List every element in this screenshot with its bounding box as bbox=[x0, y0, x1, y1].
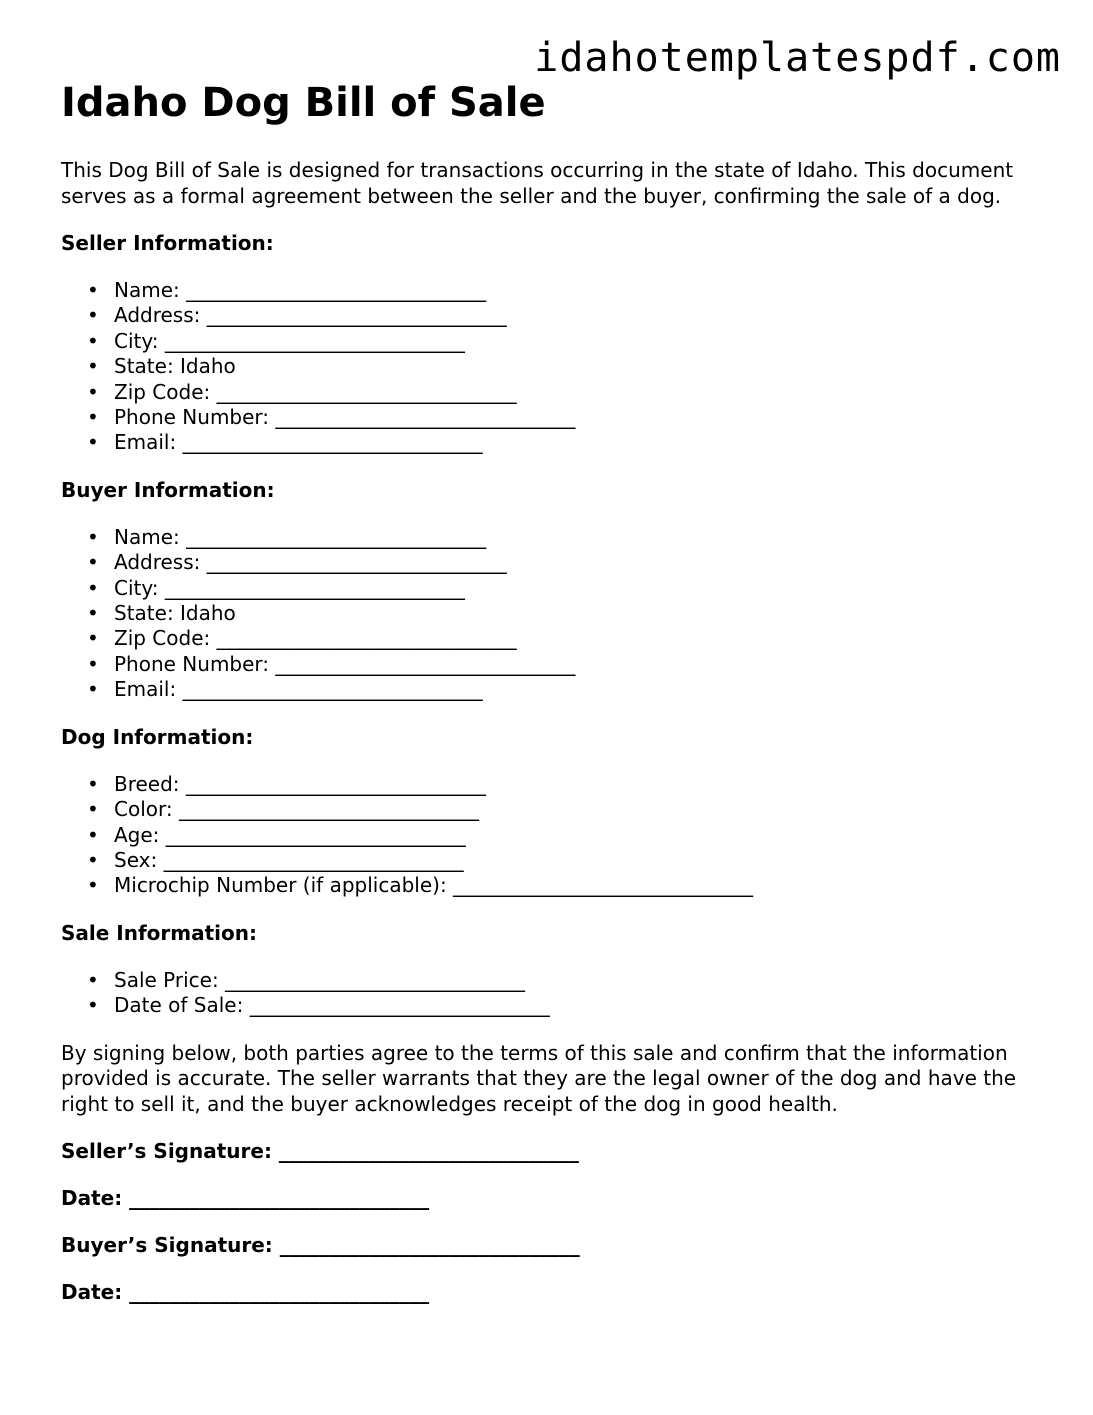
buyer-state-field: • State: Idaho bbox=[87, 601, 236, 626]
sale-price-field: • Sale Price: ______________________________ bbox=[87, 967, 526, 992]
seller-city-field: • City: ______________________________ bbox=[87, 328, 465, 353]
dog-color-field: • Color: ______________________________ bbox=[87, 797, 479, 822]
intro-paragraph: This Dog Bill of Sale is designed for transactions occurring in the state of Idaho. This document serves as a formal agreement between the seller and the buyer, confirming the sale of a dog. bbox=[61, 158, 1014, 208]
sale-date-field: • Date of Sale: ______________________________ bbox=[87, 993, 550, 1018]
dog-microchip-field: • Microchip Number (if applicable): ______________________________ bbox=[87, 873, 754, 898]
seller-signature-line: Seller’s Signature: ______________________________ bbox=[61, 1139, 579, 1164]
buyer-info-list bbox=[61, 525, 1051, 703]
seller-info-list bbox=[61, 278, 1051, 456]
buyer-zip-field: • Zip Code: ______________________________ bbox=[87, 626, 517, 651]
dog-info-heading: Dog Information: bbox=[61, 724, 254, 749]
dog-info-list bbox=[61, 772, 1051, 899]
buyer-signature-line: Buyer’s Signature: ______________________________ bbox=[61, 1233, 580, 1258]
buyer-info-heading: Buyer Information: bbox=[61, 477, 275, 502]
buyer-city-field: • City: ______________________________ bbox=[87, 575, 465, 600]
dog-breed-field: • Breed: ______________________________ bbox=[87, 771, 486, 796]
dog-sex-field: • Sex: ______________________________ bbox=[87, 847, 464, 872]
seller-address-field: • Address: ______________________________ bbox=[87, 303, 507, 328]
document-title: Idaho Dog Bill of Sale bbox=[61, 80, 546, 126]
buyer-phone-field: • Phone Number: ______________________________ bbox=[87, 651, 576, 676]
seller-name-field: • Name: ______________________________ bbox=[87, 278, 487, 302]
agreement-paragraph: By signing below, both parties agree to the terms of this sale and confirm that the information provided is accurate. The seller warrants that they are the legal owner of the dog and have the right to sell it, and the buyer acknowledges receipt of the dog in good health. bbox=[61, 1040, 1017, 1116]
document-page bbox=[61, 78, 1051, 1327]
buyer-address-field: • Address: ______________________________ bbox=[87, 550, 507, 575]
sale-info-list bbox=[61, 968, 1051, 1019]
dog-age-field: • Age: ______________________________ bbox=[87, 822, 466, 847]
seller-phone-field: • Phone Number: ______________________________ bbox=[87, 405, 576, 430]
sale-info-heading: Sale Information: bbox=[61, 920, 257, 945]
seller-email-field: • Email: ______________________________ bbox=[87, 430, 483, 455]
seller-state-field: • State: Idaho bbox=[87, 354, 236, 379]
seller-zip-field: • Zip Code: ______________________________ bbox=[87, 379, 517, 404]
buyer-name-field: • Name: ______________________________ bbox=[87, 524, 487, 549]
watermark: idahotemplatespdf.com bbox=[534, 35, 1061, 81]
buyer-date-line: Date: ______________________________ bbox=[61, 1280, 430, 1305]
buyer-email-field: • Email: ______________________________ bbox=[87, 677, 483, 702]
seller-info-heading: Seller Information: bbox=[61, 231, 274, 255]
seller-date-line: Date: ______________________________ bbox=[61, 1186, 430, 1211]
